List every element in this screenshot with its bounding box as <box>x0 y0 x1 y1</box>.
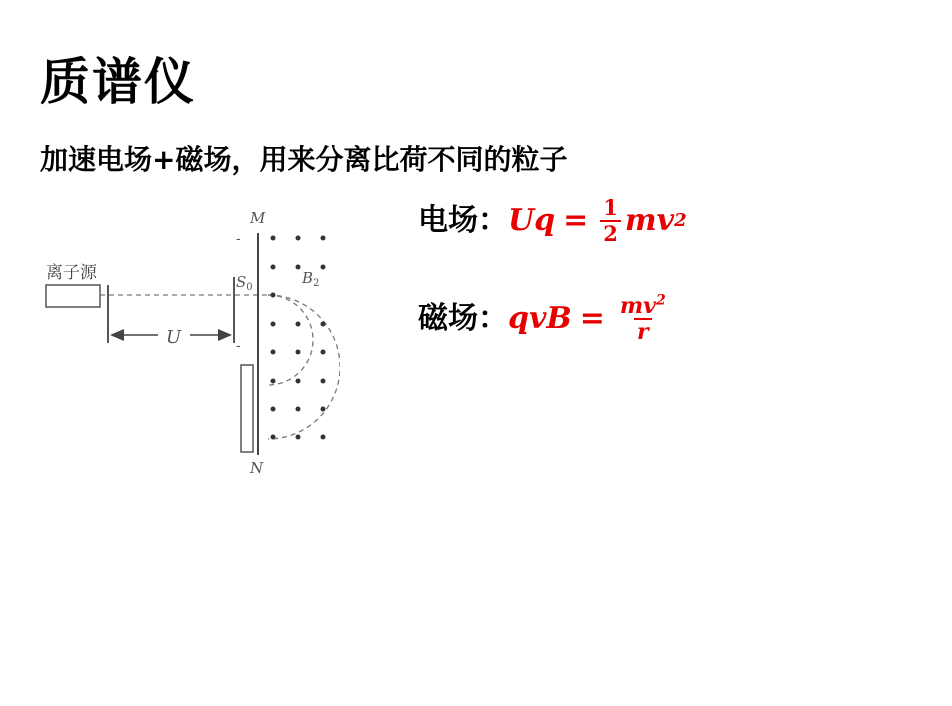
magnetic-formula-math <box>508 294 673 344</box>
arrowhead-right <box>218 329 232 341</box>
mass-spectrometer-diagram <box>40 205 340 485</box>
slit-label: $S_0$ <box>236 273 253 293</box>
electric-fraction <box>600 196 621 246</box>
slide-subtitle: 加速电场+磁场，用来分离比荷不同的粒子 <box>40 143 568 176</box>
magnetic-lhs: qvB <box>508 301 572 336</box>
sign-bottom: - <box>236 338 241 354</box>
ion-source-box <box>46 285 100 307</box>
electric-frac-den: 2 <box>600 220 621 246</box>
magnetic-formula-label: 磁场： <box>418 301 508 336</box>
trajectory-inner <box>268 295 313 385</box>
magnetic-equals: = <box>579 301 605 336</box>
magnetic-field-formula <box>418 294 673 344</box>
plate-bottom-label: N <box>250 459 264 477</box>
magnetic-field-dots <box>271 236 326 440</box>
electric-rhs: mv <box>624 203 675 238</box>
detector-plate <box>241 365 253 452</box>
electric-lhs: Uq <box>508 203 556 238</box>
ion-source-label: 离子源 <box>46 263 97 283</box>
slide-title: 质谱仪 <box>40 53 196 111</box>
electric-formula-math: Uq = $\frac{1}{2}$ mv 2 <box>508 195 687 246</box>
electric-frac-num: 1 <box>603 195 618 220</box>
magnetic-frac-den: r <box>634 318 652 344</box>
electric-field-formula <box>418 196 687 246</box>
electric-equals: = <box>563 203 589 238</box>
field-label: $B_2$ <box>302 269 320 289</box>
voltage-label: U <box>166 327 182 348</box>
electric-formula-label: 电场： <box>418 203 508 238</box>
magnetic-fraction <box>617 294 669 344</box>
plate-top-label: M <box>250 209 266 227</box>
arrowhead-left <box>110 329 124 341</box>
sign-top: - <box>236 231 241 247</box>
magnetic-frac-num: $mv^2$ <box>619 292 666 319</box>
